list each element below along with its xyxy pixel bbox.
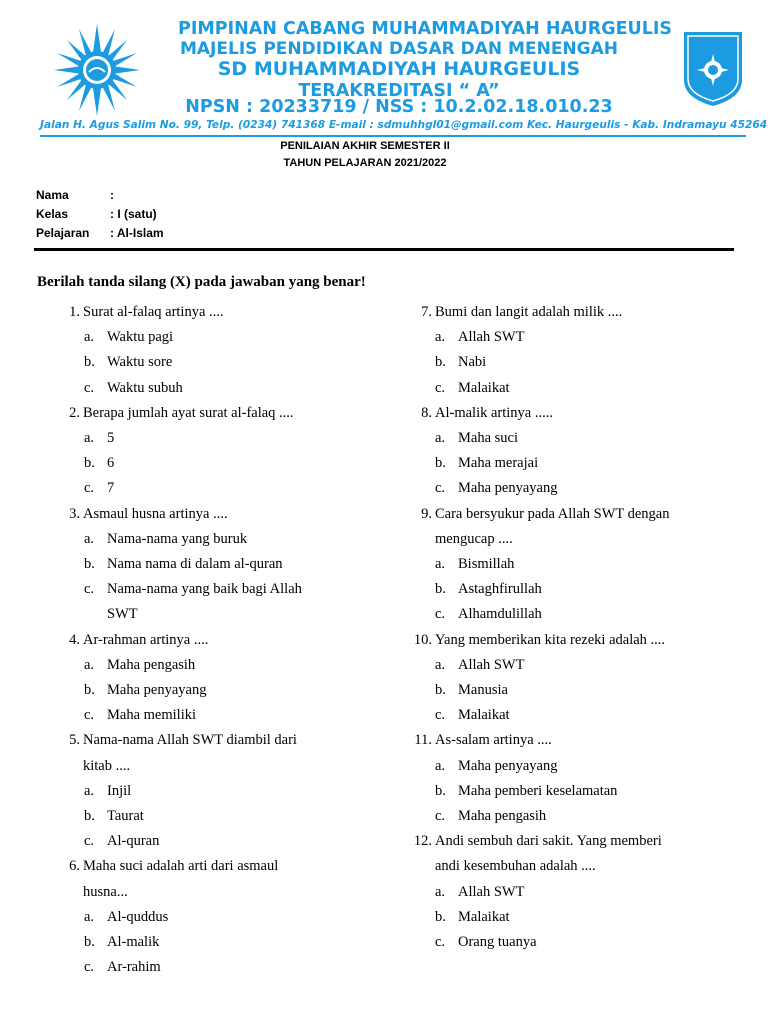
option-text: Allah SWT xyxy=(458,656,525,673)
accreditation-line: TERAKREDITASI “ A” xyxy=(298,81,500,101)
council-name-line: MAJELIS PENDIDIKAN DASAR DAN MENENGAH xyxy=(179,39,618,59)
school-address: Jalan H. Agus Salim No. 99, Telp. (0234) 741368 E-mail : sdmuhhgl01@gmail.com Kec. Haurgeulis - Kab. Indramayu 45264 xyxy=(40,119,768,131)
question-text: Berapa jumlah ayat surat al-falaq .... xyxy=(83,404,294,421)
option-text: Maha pengasih xyxy=(107,656,196,673)
org-name-line: PIMPINAN CABANG MUHAMMADIYAH HAURGEULIS xyxy=(178,19,673,39)
option-letter: b. xyxy=(435,455,446,472)
option-letter: c. xyxy=(435,707,446,724)
option-letter: b. xyxy=(435,908,446,925)
option-text: Astaghfirullah xyxy=(458,581,542,598)
option-letter: c. xyxy=(84,480,95,497)
option-text: Maha penyayang xyxy=(107,682,207,698)
option-letter: b. xyxy=(84,455,95,472)
option-text: Nama nama di dalam al-quran xyxy=(107,556,283,572)
option-text: Bismillah xyxy=(458,556,515,572)
option-text: Injil xyxy=(107,782,132,799)
option-letter: a. xyxy=(84,430,95,446)
option-text: Nabi xyxy=(458,354,487,371)
question-text: As-salam artinya .... xyxy=(435,732,552,749)
question-number: 12. xyxy=(413,833,432,850)
npsn-nss-line: NPSN : 20233719 / NSS : 10.2.02.18.010.23 xyxy=(185,97,613,117)
option-letter: c. xyxy=(435,480,446,497)
option-text: Waktu subuh xyxy=(107,379,183,396)
pelajaran-label: Pelajaran xyxy=(36,226,90,240)
option-text: Al-quddus xyxy=(107,908,169,925)
option-letter: b. xyxy=(84,354,95,371)
option-letter: b. xyxy=(84,934,95,950)
question-text: Maha suci adalah arti dari asmaul xyxy=(83,858,279,875)
option-letter: b. xyxy=(435,354,446,371)
question-text: Nama-nama Allah SWT diambil dari xyxy=(83,732,297,749)
option-text: Maha penyayang xyxy=(458,757,558,774)
option-text: Maha penyayang xyxy=(458,480,558,497)
option-text: Orang tuanya xyxy=(458,934,537,950)
option-letter: a. xyxy=(435,656,446,673)
question-text: Al-malik artinya ..... xyxy=(435,404,553,421)
question-text: Bumi dan langit adalah milik .... xyxy=(435,304,623,320)
option-text: Maha merajai xyxy=(458,455,539,472)
question-number: 8. xyxy=(421,404,432,421)
option-text: Allah SWT xyxy=(458,329,525,346)
question-text: Asmaul husna artinya .... xyxy=(83,505,228,522)
option-text: Ar-rahim xyxy=(107,959,161,976)
question-number: 9. xyxy=(421,505,432,522)
option-letter: a. xyxy=(84,530,95,547)
letterhead xyxy=(0,0,768,140)
question-number: 2. xyxy=(69,404,80,421)
option-letter: c. xyxy=(84,959,95,976)
kelas-label: Kelas xyxy=(36,207,69,221)
option-letter: a. xyxy=(435,430,446,446)
exam-title: PENILAIAN AKHIR SEMESTER II xyxy=(280,140,450,152)
option-text: Malaikat xyxy=(458,908,510,925)
option-text: Maha suci xyxy=(458,430,518,446)
option-letter: a. xyxy=(435,883,446,900)
question-text-continued: kitab .... xyxy=(83,757,131,774)
option-letter: b. xyxy=(84,682,95,698)
option-text: Maha pengasih xyxy=(458,808,547,824)
option-text: 5 xyxy=(107,430,115,446)
question-number: 3. xyxy=(69,505,80,522)
option-letter: b. xyxy=(435,782,446,799)
option-letter: c. xyxy=(84,379,95,396)
option-text: Nama-nama yang baik bagi Allah xyxy=(107,581,302,598)
option-text: SWT xyxy=(107,606,138,623)
instruction-text: Berilah tanda silang (X) pada jawaban yang benar! xyxy=(37,274,366,290)
option-text: 7 xyxy=(107,480,115,497)
muhammadiyah-sun-logo-icon xyxy=(52,22,142,118)
question-text: Ar-rahman artinya .... xyxy=(83,631,209,648)
nama-value: : xyxy=(110,188,114,202)
exam-year: TAHUN PELAJARAN 2021/2022 xyxy=(283,157,447,169)
question-number: 11. xyxy=(414,732,432,749)
question-number: 10. xyxy=(413,631,432,648)
option-text: Al-malik xyxy=(107,934,160,950)
question-text: Surat al-falaq artinya .... xyxy=(83,304,224,320)
question-text-continued: mengucap .... xyxy=(435,530,513,547)
option-text: Manusia xyxy=(458,682,508,698)
question-number: 7. xyxy=(421,304,432,320)
question-text-continued: andi kesembuhan adalah .... xyxy=(435,858,596,875)
option-letter: c. xyxy=(84,833,95,850)
pelajaran-value: : Al-Islam xyxy=(110,226,164,240)
school-name-line: SD MUHAMMADIYAH HAURGEULIS xyxy=(217,58,581,80)
question-number: 4. xyxy=(69,631,80,648)
option-letter: b. xyxy=(84,556,95,572)
option-letter: a. xyxy=(435,556,446,572)
option-letter: a. xyxy=(84,908,95,925)
option-letter: b. xyxy=(435,581,446,598)
option-letter: a. xyxy=(435,757,446,774)
option-text: Maha pemberi keselamatan xyxy=(458,782,618,799)
option-letter: a. xyxy=(84,782,95,799)
question-text: Yang memberikan kita rezeki adalah .... xyxy=(435,631,666,648)
section-divider xyxy=(34,248,734,251)
option-letter: a. xyxy=(435,329,446,346)
option-letter: a. xyxy=(84,329,95,346)
question-text: Cara bersyukur pada Allah SWT dengan xyxy=(435,505,670,522)
option-text: Nama-nama yang buruk xyxy=(107,530,248,547)
nama-label: Nama xyxy=(36,188,69,202)
option-text: Waktu sore xyxy=(107,354,173,371)
question-text-continued: husna... xyxy=(83,883,128,900)
option-text: Allah SWT xyxy=(458,883,525,900)
kelas-value: : I (satu) xyxy=(110,207,157,221)
option-text: Malaikat xyxy=(458,707,510,724)
option-text: 6 xyxy=(107,455,115,472)
option-text: Waktu pagi xyxy=(107,329,174,346)
option-letter: c. xyxy=(435,379,446,396)
question-number: 5. xyxy=(69,732,80,749)
option-letter: c. xyxy=(84,707,95,724)
option-text: Al-quran xyxy=(107,833,160,850)
school-shield-logo-icon xyxy=(680,28,746,108)
option-letter: c. xyxy=(435,934,446,950)
option-letter: c. xyxy=(435,606,446,623)
header-divider xyxy=(40,135,746,137)
option-letter: b. xyxy=(84,808,95,824)
question-number: 1. xyxy=(69,304,80,320)
question-text: Andi sembuh dari sakit. Yang memberi xyxy=(435,833,662,850)
option-text: Alhamdulillah xyxy=(458,606,542,623)
option-text: Maha memiliki xyxy=(107,707,196,724)
option-text: Malaikat xyxy=(458,379,510,396)
question-number: 6. xyxy=(69,858,80,875)
option-letter: c. xyxy=(435,808,446,824)
option-text: Taurat xyxy=(107,808,144,824)
option-letter: c. xyxy=(84,581,95,598)
option-letter: a. xyxy=(84,656,95,673)
option-letter: b. xyxy=(435,682,446,698)
